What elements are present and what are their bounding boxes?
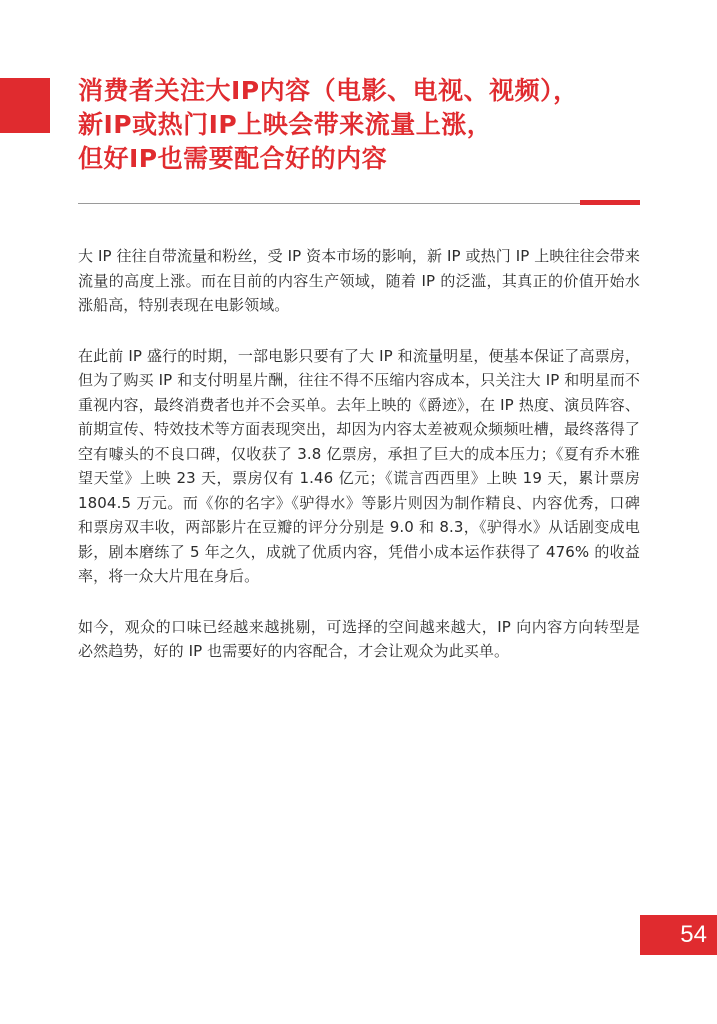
body-paragraph: 在此前 IP 盛行的时期，一部电影只要有了大 IP 和流量明星，便基本保证了高票房，但为了购买 IP 和支付明星片酬，往往不得不压缩内容成本，只关注大 IP 和明星而不重视内容，最终消费者也并不会买单。去年上映的《爵迹》，在 IP 热度、演员阵容、前期宣传、特效技术等方面表现突出，却因为内容太差被观众频频吐槽，最终落得了空有噱头的不良口碑，仅收获了 3.8 亿票房，承担了巨大的成本压力；《夏有乔木雅望天堂》上映 23 天，票房仅有 1.46 亿元；《谎言西西里》上映 19 天，累计票房 1804.5 万元。而《你的名字》《驴得水》等影片则因为制作精良、内容优秀，口碑和票房双丰收，两部影片在豆瓣的评分分别是 9.0 和 8.3，《驴得水》从话剧变成电影，剧本磨练了 5 年之久，成就了优质内容，凭借小成本运作获得了 476% 的收益率，将一众大片甩在身后。 xyxy=(78,346,640,585)
divider-accent xyxy=(580,200,640,205)
heading-divider xyxy=(78,203,640,204)
heading-line: 新IP或热门IP上映会带来流量上涨， xyxy=(78,110,493,139)
section-heading xyxy=(78,74,678,176)
page-number: 54 xyxy=(640,915,717,955)
body-paragraph: 如今，观众的口味已经越来越挑剔，可选择的空间越来越大，IP 向内容方向转型是必然趋势，好的 IP 也需要好的内容配合，才会让观众为此买单。 xyxy=(78,617,640,660)
body-paragraph: 大 IP 往往自带流量和粉丝，受 IP 资本市场的影响，新 IP 或热门 IP 上映往往会带来流量的高度上涨。而在目前的内容生产领域，随着 IP 的泛滥，其真正的价值开始水涨船高，特别表现在电影领域。 xyxy=(78,247,640,314)
heading-line: 消费者关注大IP内容（电影、电视、视频）， xyxy=(78,76,579,105)
title-accent-block xyxy=(0,78,50,133)
article-body xyxy=(78,244,640,690)
heading-line: 但好IP也需要配合好的内容 xyxy=(78,144,388,173)
